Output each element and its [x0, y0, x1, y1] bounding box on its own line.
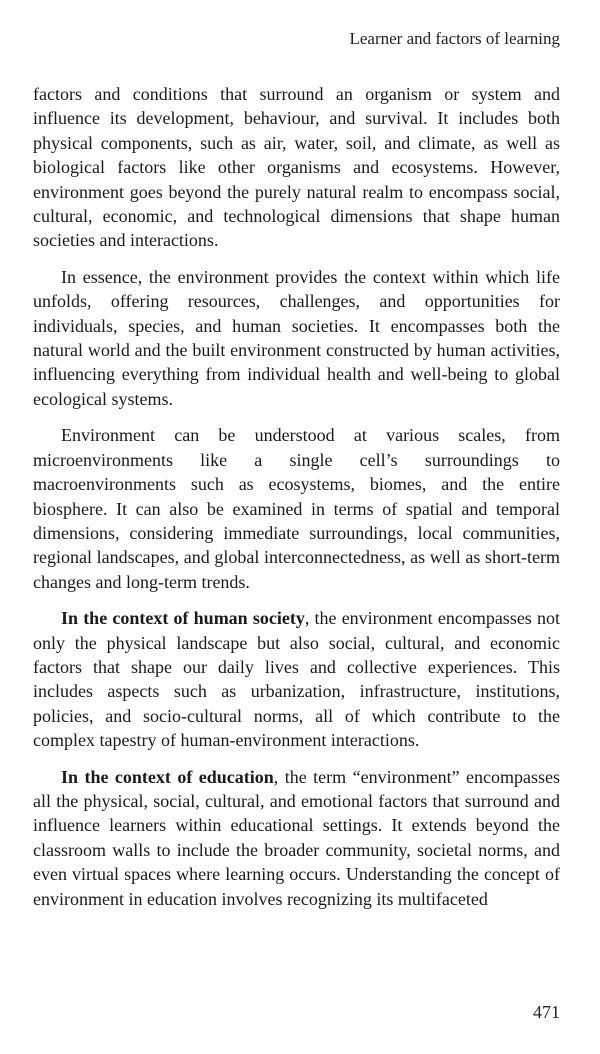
running-header: Learner and factors of learning	[349, 29, 560, 48]
paragraph-human-society	[33, 606, 560, 752]
paragraph-lead-heading: In the context of human society	[61, 608, 305, 629]
paragraph-essence	[33, 265, 560, 411]
paragraph-text: In essence, the environment provides the context within which life unfolds, offering resources, challenges, and opportunities for individuals, species, and human societies. It encompasses both the natural world and the built environment constructed by human activities, influencing everything from individual health and well-being to global ecological systems.	[33, 266, 560, 409]
page-body	[33, 82, 560, 923]
page-number: 471	[533, 1002, 560, 1022]
paragraph-lead-heading: In the context of education	[61, 766, 274, 787]
paragraph-text: , the environment encompasses not only the physical landscape but also social, cultural, and economic factors that shape our daily lives and collective experiences. This includes aspects such as urbanization, infrastructure, institutions, policies, and socio-cultural norms, all of which contribute to the complex tapestry of human-environment interactions.	[33, 608, 560, 751]
paragraph-education	[33, 765, 560, 911]
paragraph-text: factors and conditions that surround an organism or system and influence its development, behaviour, and survival. It includes both physical components, such as air, water, soil, and climate, as well as biological factors like other organisms and ecosystems. However, environment goes beyond the purely natural realm to encompass social, cultural, economic, and technological dimensions that shape human societies and interactions.	[33, 84, 560, 251]
paragraph-scales	[33, 423, 560, 594]
paragraph-continued	[33, 82, 560, 253]
paragraph-text: Environment can be understood at various scales, from microenvironments like a single cell’s surroundings to macroenvironments such as ecosystems, biomes, and the entire biosphere. It can also be examined in terms of spatial and temporal dimensions, considering immediate surroundings, local communities, regional landscapes, and global interconnectedness, as well as short-term changes and long-term trends.	[33, 425, 560, 592]
paragraph-text: , the term “environment” encompasses all the physical, social, cultural, and emotional factors that surround and influence learners within educational settings. It extends beyond the classroom walls to include the broader community, societal norms, and even virtual spaces where learning occurs. Understanding the concept of environment in education involves recognizing its multifaceted	[33, 766, 560, 909]
